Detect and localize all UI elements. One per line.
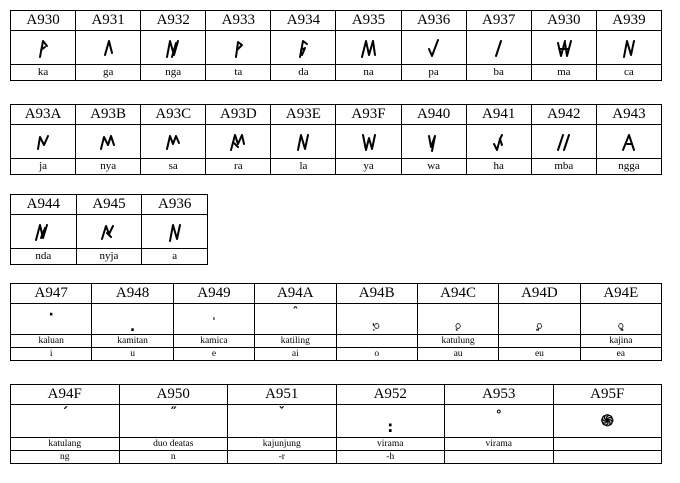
- code-cell: A94F: [11, 385, 120, 405]
- virama-ring-mark: °: [445, 405, 554, 438]
- vowel-sign-table: [10, 283, 662, 361]
- name-cell: nda: [11, 249, 77, 265]
- code-cell: A93E: [271, 105, 336, 125]
- value-cell: [553, 451, 662, 464]
- name-row: [11, 65, 662, 81]
- name-cell: sa: [141, 159, 206, 175]
- name-cell: kajunjung: [228, 438, 337, 451]
- name-row: [11, 249, 208, 265]
- code-cell: A930: [531, 11, 596, 31]
- o-mark: ꥋ: [336, 304, 417, 335]
- code-cell: A951: [228, 385, 337, 405]
- code-cell: A949: [173, 284, 254, 304]
- kajunjung-mark: ˇ: [228, 405, 337, 438]
- glyph-row: [11, 125, 662, 159]
- value-cell: [445, 451, 554, 464]
- code-cell: A95F: [553, 385, 662, 405]
- code-cell: A943: [596, 105, 661, 125]
- code-cell: A942: [531, 105, 596, 125]
- consonant-table-2: [10, 104, 662, 175]
- name-cell: wa: [401, 159, 466, 175]
- value-cell: o: [336, 348, 417, 361]
- ra-glyph: [206, 125, 271, 159]
- katulang-mark: ˊ: [11, 405, 120, 438]
- value-cell: i: [11, 348, 92, 361]
- name-cell: kajina: [580, 335, 661, 348]
- ka-glyph: [11, 31, 76, 65]
- name-cell: ya: [336, 159, 401, 175]
- code-cell: A948: [92, 284, 173, 304]
- name-cell: ha: [466, 159, 531, 175]
- name-cell: ngga: [596, 159, 661, 175]
- eu-mark: ꥍ: [499, 304, 580, 335]
- value-cell: ea: [580, 348, 661, 361]
- name-row: [11, 438, 662, 451]
- name-cell: ba: [466, 65, 531, 81]
- name-cell: [499, 335, 580, 348]
- value-cell: u: [92, 348, 173, 361]
- name-cell: virama: [445, 438, 554, 451]
- glyph-row: [11, 405, 662, 438]
- name-cell: kamitan: [92, 335, 173, 348]
- katiling-mark: ˆ: [255, 304, 336, 335]
- a-glyph: [142, 215, 208, 249]
- code-cell: A947: [11, 284, 92, 304]
- code-cell: A93A: [11, 105, 76, 125]
- value-cell: ai: [255, 348, 336, 361]
- name-cell: ca: [596, 65, 661, 81]
- glyph-row: [11, 215, 208, 249]
- name-cell: katulung: [417, 335, 498, 348]
- mba-glyph: [531, 125, 596, 159]
- name-cell: virama: [336, 438, 445, 451]
- value-row: [11, 348, 662, 361]
- value-row: [11, 451, 662, 464]
- name-cell: [553, 438, 662, 451]
- code-cell: A931: [76, 11, 141, 31]
- name-cell: a: [142, 249, 208, 265]
- consonant-table-1: [10, 10, 662, 81]
- kamitan-mark: .: [92, 304, 173, 335]
- la-glyph: [271, 125, 336, 159]
- code-cell: A933: [206, 11, 271, 31]
- name-cell: ta: [206, 65, 271, 81]
- ta-glyph: [206, 31, 271, 65]
- value-cell: -r: [228, 451, 337, 464]
- name-cell: pa: [401, 65, 466, 81]
- sign-table: [10, 384, 662, 464]
- code-row: [11, 105, 662, 125]
- code-cell: A93C: [141, 105, 206, 125]
- glyph-row: [11, 304, 662, 335]
- code-cell: A934: [271, 11, 336, 31]
- name-cell: ma: [531, 65, 596, 81]
- code-cell: A944: [11, 195, 77, 215]
- code-cell: A937: [466, 11, 531, 31]
- name-cell: mba: [531, 159, 596, 175]
- code-row: [11, 195, 208, 215]
- code-cell: A93B: [76, 105, 141, 125]
- name-row: [11, 159, 662, 175]
- glyph-row: [11, 31, 662, 65]
- ba-glyph: [466, 31, 531, 65]
- pada-ornament-icon: ֍: [553, 405, 662, 438]
- value-cell: ng: [11, 451, 120, 464]
- na-glyph: [336, 31, 401, 65]
- ca-glyph: [596, 31, 661, 65]
- code-cell: A939: [596, 11, 661, 31]
- name-cell: katulang: [11, 438, 120, 451]
- code-row: [11, 284, 662, 304]
- kamica-mark: ˈ: [173, 304, 254, 335]
- ha-glyph: [466, 125, 531, 159]
- nga-glyph: [141, 31, 206, 65]
- name-cell: ja: [11, 159, 76, 175]
- value-cell: e: [173, 348, 254, 361]
- name-cell: na: [336, 65, 401, 81]
- ga-glyph: [76, 31, 141, 65]
- name-cell: kaluan: [11, 335, 92, 348]
- code-cell: A935: [336, 11, 401, 31]
- da-glyph: [271, 31, 336, 65]
- name-cell: [336, 335, 417, 348]
- name-cell: ga: [76, 65, 141, 81]
- value-cell: au: [417, 348, 498, 361]
- code-cell: A952: [336, 385, 445, 405]
- code-cell: A93F: [336, 105, 401, 125]
- virama-colon-mark: :: [336, 405, 445, 438]
- code-cell: A953: [445, 385, 554, 405]
- name-cell: da: [271, 65, 336, 81]
- name-row: [11, 335, 662, 348]
- consonant-table-3: [10, 194, 208, 265]
- name-cell: la: [271, 159, 336, 175]
- nda-glyph: [11, 215, 77, 249]
- kajina-mark: ꥎ: [580, 304, 661, 335]
- code-cell: A936: [142, 195, 208, 215]
- value-cell: -h: [336, 451, 445, 464]
- ya-glyph: [336, 125, 401, 159]
- code-cell: A941: [466, 105, 531, 125]
- value-cell: n: [119, 451, 228, 464]
- code-cell: A94E: [580, 284, 661, 304]
- name-cell: ra: [206, 159, 271, 175]
- nyja-glyph: [76, 215, 142, 249]
- code-cell: A94C: [417, 284, 498, 304]
- code-cell: A94D: [499, 284, 580, 304]
- code-cell: A932: [141, 11, 206, 31]
- name-cell: nyja: [76, 249, 142, 265]
- code-cell: A950: [119, 385, 228, 405]
- name-cell: nya: [76, 159, 141, 175]
- code-cell: A94B: [336, 284, 417, 304]
- value-cell: eu: [499, 348, 580, 361]
- ja-glyph: [11, 125, 76, 159]
- wa-glyph: [401, 125, 466, 159]
- code-row: [11, 11, 662, 31]
- pa-glyph: [401, 31, 466, 65]
- code-cell: A93D: [206, 105, 271, 125]
- code-cell: A940: [401, 105, 466, 125]
- name-cell: kamica: [173, 335, 254, 348]
- ma-glyph: [531, 31, 596, 65]
- name-cell: nga: [141, 65, 206, 81]
- duo-deatas-mark: ˝: [119, 405, 228, 438]
- sa-glyph: [141, 125, 206, 159]
- name-cell: duo deatas: [119, 438, 228, 451]
- ngga-glyph: [596, 125, 661, 159]
- kaluan-mark: ·: [11, 304, 92, 335]
- code-cell: A945: [76, 195, 142, 215]
- name-cell: katiling: [255, 335, 336, 348]
- nya-glyph: [76, 125, 141, 159]
- code-cell: A930: [11, 11, 76, 31]
- katulung-mark: ꥌ: [417, 304, 498, 335]
- code-row: [11, 385, 662, 405]
- name-cell: ka: [11, 65, 76, 81]
- code-cell: A94A: [255, 284, 336, 304]
- code-cell: A936: [401, 11, 466, 31]
